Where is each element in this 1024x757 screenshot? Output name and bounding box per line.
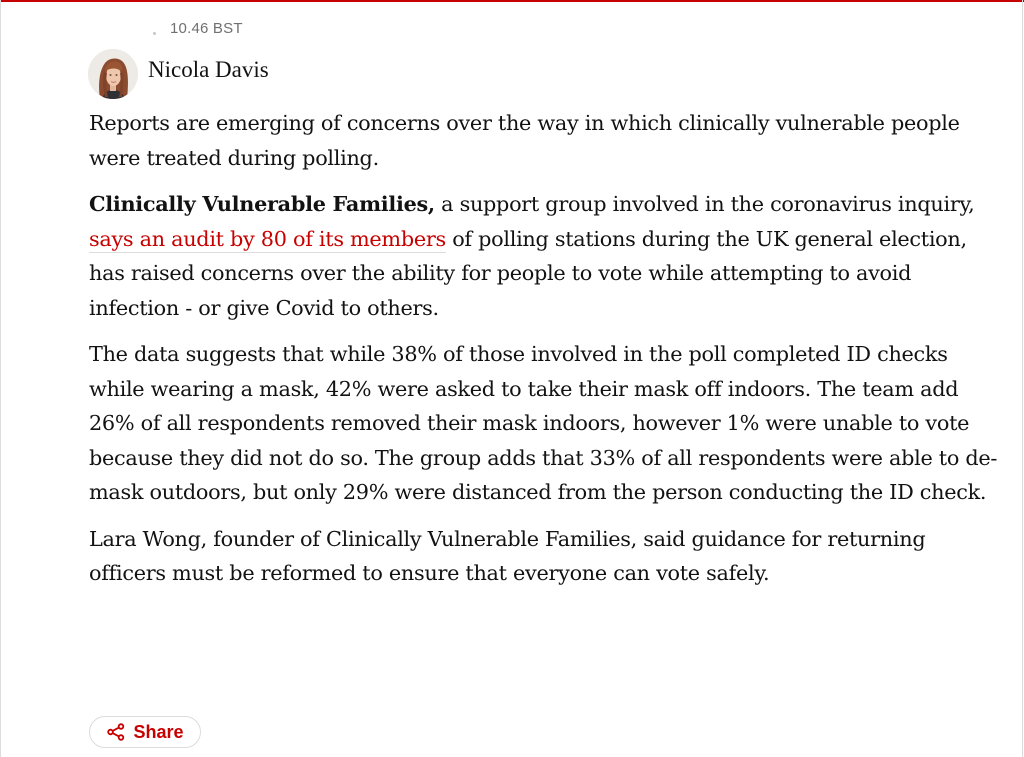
audit-link[interactable]: says an audit by 80 of its members (89, 226, 446, 251)
share-label: Share (133, 721, 184, 742)
post-body (89, 106, 1004, 603)
author-byline (88, 46, 269, 102)
timestamp-dot-icon (153, 32, 156, 35)
post-timestamp: 10.46 BST (170, 20, 243, 37)
paragraph-2 (89, 187, 1004, 325)
top-accent-rule (0, 0, 1024, 2)
author-avatar (88, 49, 138, 99)
paragraph-1: Reports are emerging of concerns over the way in which clinically vulnerable people were treated during polling. (89, 111, 960, 170)
paragraph-4: Lara Wong, founder of Clinically Vulnerable Families, said guidance for returning officers must be reformed to ensure that everyone can vote safely. (89, 526, 926, 585)
share-button[interactable] (89, 716, 201, 748)
paragraph-2-before-link: a support group involved in the coronavirus inquiry, (434, 192, 975, 216)
share-icon (106, 722, 126, 742)
left-border (0, 0, 1, 757)
author-name[interactable]: Nicola Davis (148, 57, 269, 82)
paragraph-3: The data suggests that while 38% of those involved in the poll completed ID checks while wearing a mask, 42% were asked to take their mask off indoors. The team add 26% of all respondents removed their mask indoors, however 1% were unable to vote because they did not do so. The group adds that 33% of all respondents were able to de-mask outdoors, but only 29% were distanced from the person conducting the ID check. (89, 342, 998, 504)
right-border (1022, 0, 1023, 757)
paragraph-2-strong: Clinically Vulnerable Families, (89, 191, 435, 216)
paragraph-2-after-link: of polling stations during the UK general election, has raised concerns over the ability for people to vote while attempting to avoid infection - or give Covid to others. (89, 226, 967, 320)
